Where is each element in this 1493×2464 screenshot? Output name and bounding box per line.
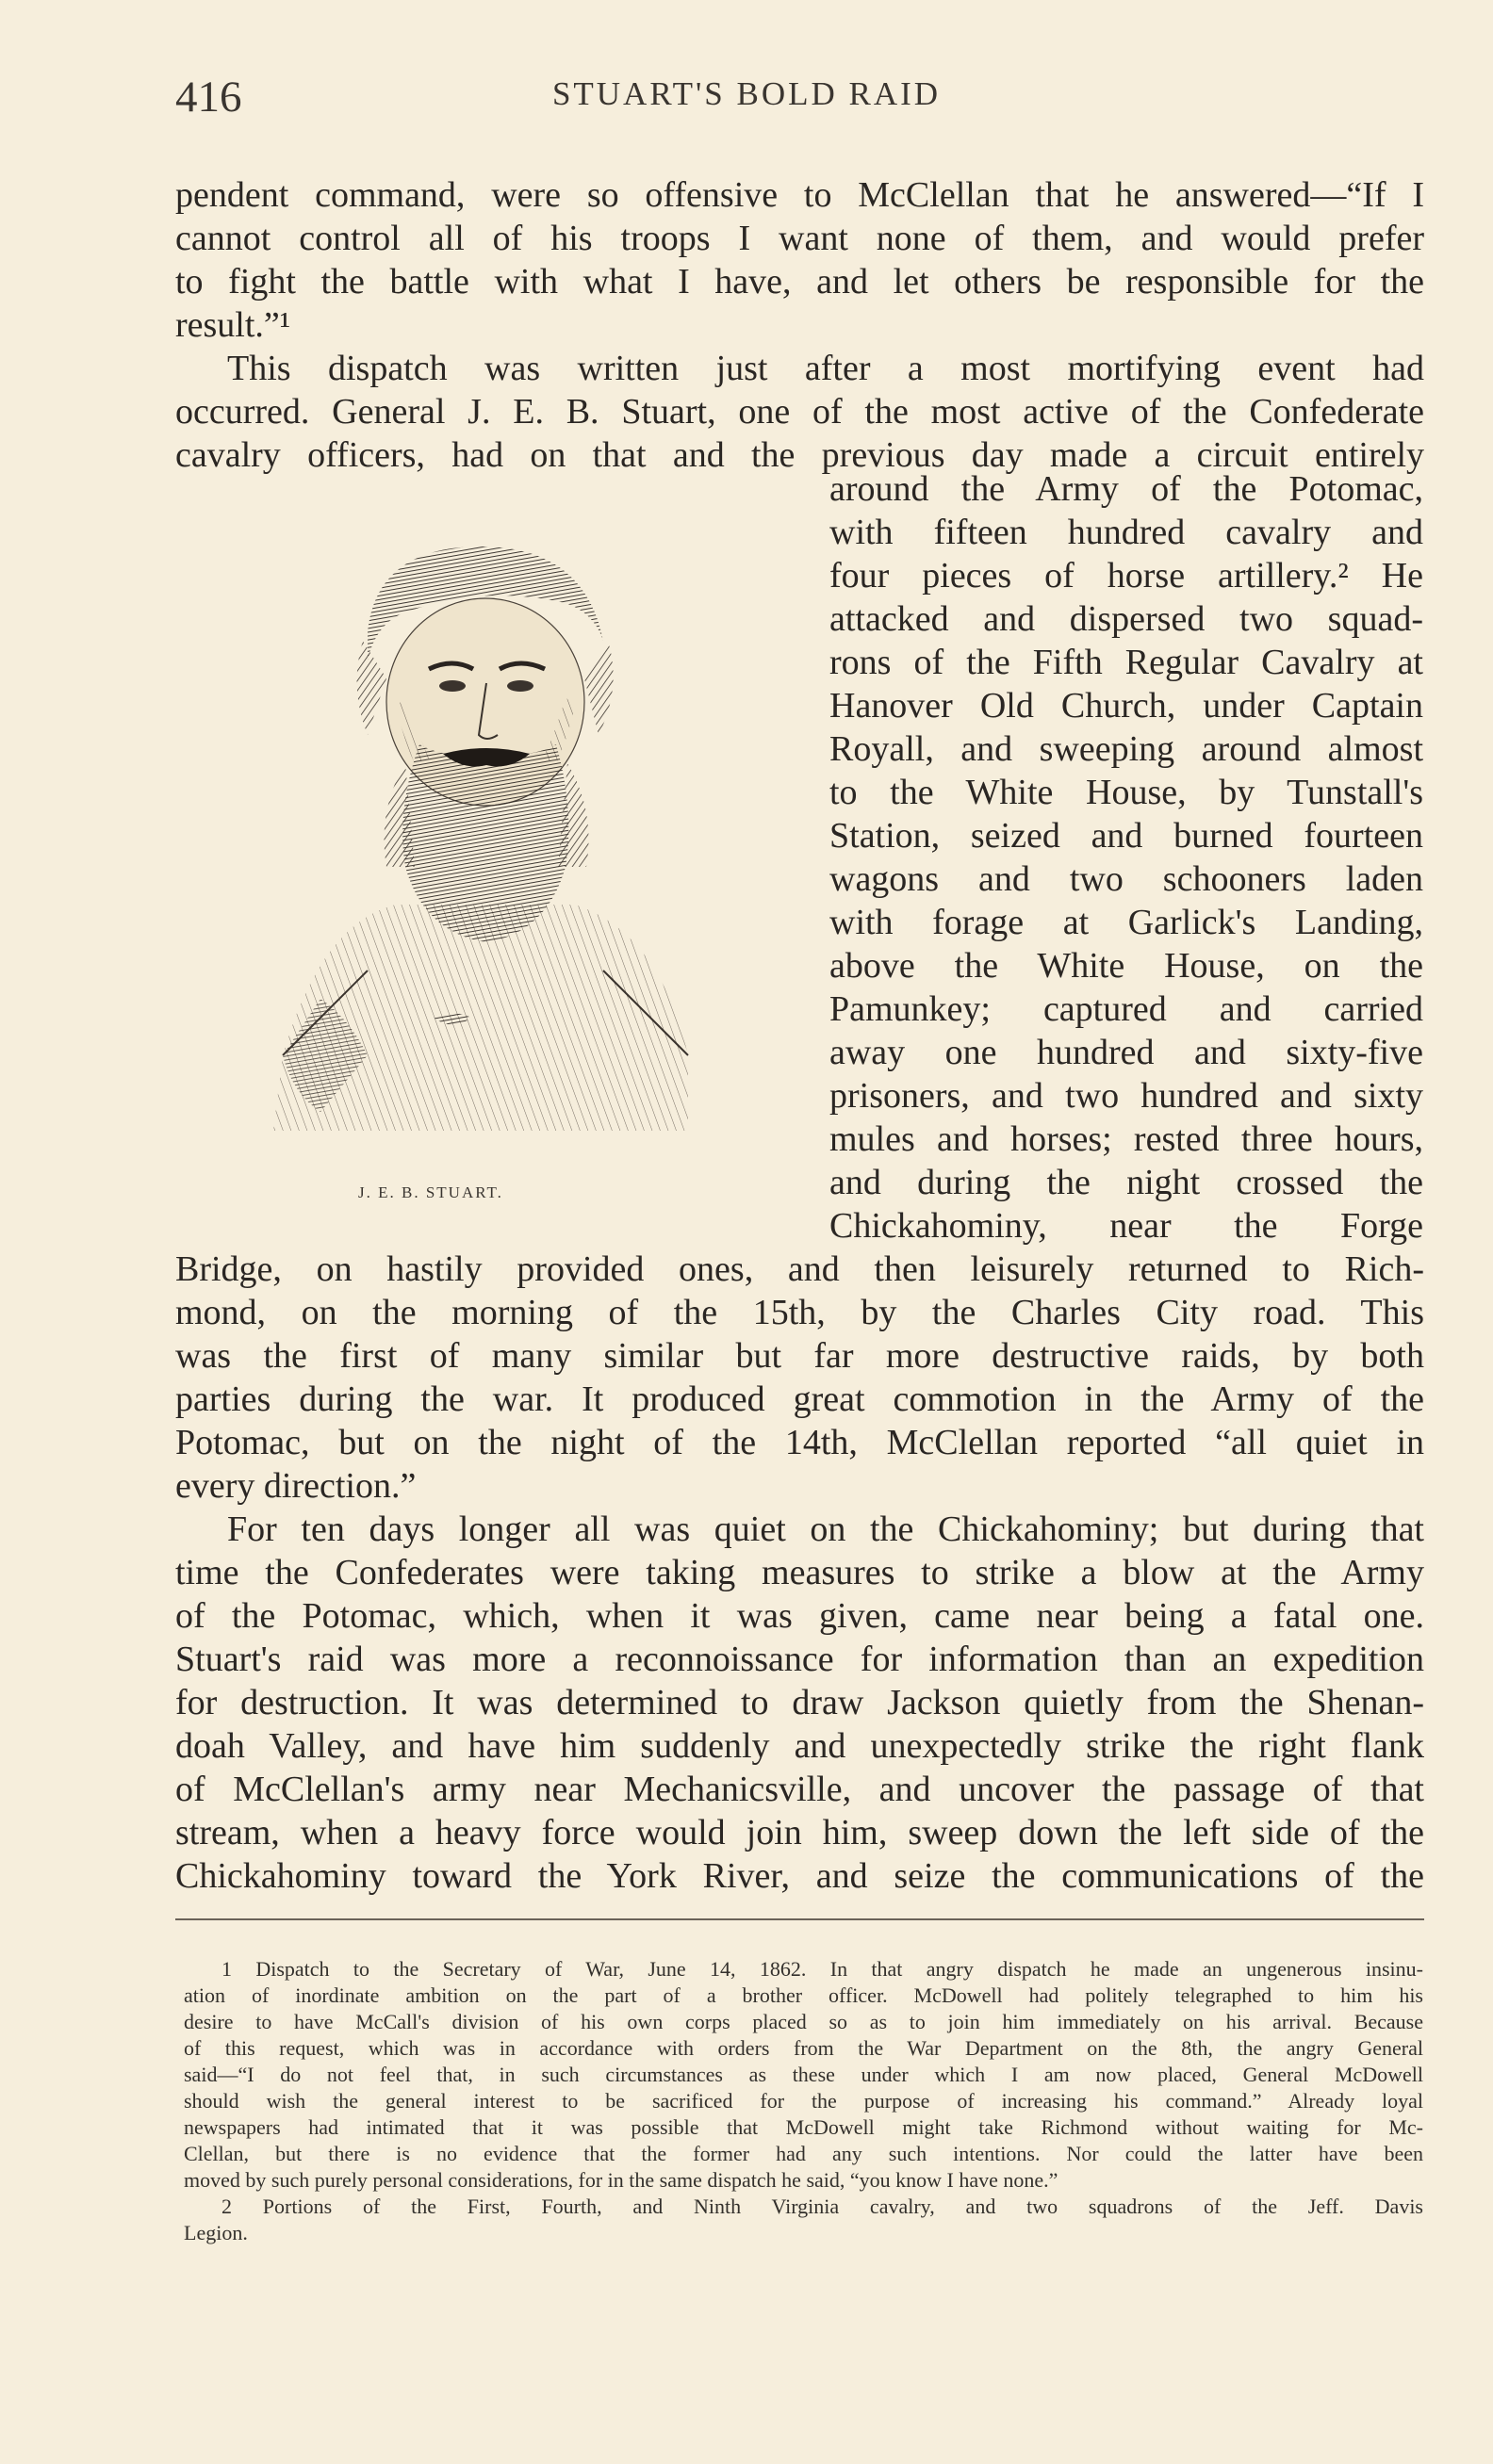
footnote-line: should wish the general interest to be sacrificed for the purpose of increasing his command.” Already loyal — [184, 2089, 1423, 2113]
footnote-line: newspapers had intimated that it was possible that McDowell might take Richmond without waiting for Mc- — [184, 2115, 1423, 2139]
body-line: parties during the war. It produced great commotion in the Army of the — [175, 1379, 1424, 1419]
footnote-line: 1 Dispatch to the Secretary of War, June 14, 1862. In that angry dispatch he made an ungenerous insinu- — [221, 1957, 1423, 1981]
body-line: mond, on the morning of the 15th, by the Charles City road. This — [175, 1293, 1424, 1332]
footnote-line: Clellan, but there is no evidence that the former had any such intentions. Nor could the latter have been — [184, 2142, 1423, 2165]
body-line: Hanover Old Church, under Captain — [829, 686, 1423, 726]
body-line: rons of the Fifth Regular Cavalry at — [829, 643, 1423, 682]
body-line: around the Army of the Potomac, — [829, 469, 1423, 509]
body-line: Chickahominy toward the York River, and seize the communications of the — [175, 1856, 1424, 1896]
body-line: four pieces of horse artillery.² He — [829, 556, 1423, 596]
footnote-line: Legion. — [184, 2221, 248, 2244]
body-line: above the White House, on the — [829, 946, 1423, 986]
body-line: stream, when a heavy force would join him, sweep down the left side of the — [175, 1813, 1424, 1852]
body-line: to the White House, by Tunstall's — [829, 773, 1423, 812]
portrait-engraving — [264, 528, 697, 1131]
body-line: Bridge, on hastily provided ones, and then leisurely returned to Rich- — [175, 1249, 1424, 1289]
body-line: This dispatch was written just after a most mortifying event had — [227, 349, 1424, 388]
body-line: away one hundred and sixty-five — [829, 1033, 1423, 1072]
body-line: wagons and two schooners laden — [829, 859, 1423, 899]
body-line: was the first of many similar but far more destructive raids, by both — [175, 1336, 1424, 1376]
footnote-line: of this request, which was in accordance with orders from the War Department on the 8th, the angry General — [184, 2036, 1423, 2060]
running-head: STUART'S BOLD RAID — [551, 75, 942, 112]
body-line: For ten days longer all was quiet on the Chickahominy; but during that — [227, 1509, 1424, 1549]
body-line: occurred. General J. E. B. Stuart, one of the most active of the Confederate — [175, 392, 1424, 432]
body-line: time the Confederates were taking measures to strike a blow at the Army — [175, 1553, 1424, 1592]
footnote-rule — [175, 1918, 1424, 1920]
footnote-line: desire to have McCall's division of his own corps placed so as to join him immediately on his arrival. Because — [184, 2010, 1423, 2033]
body-line: Chickahominy, near the Forge — [829, 1206, 1423, 1246]
body-line: Potomac, but on the night of the 14th, McClellan reported “all quiet in — [175, 1423, 1424, 1462]
page-number: 416 — [175, 73, 242, 122]
body-line: prisoners, and two hundred and sixty — [829, 1076, 1423, 1116]
body-line: of the Potomac, which, when it was given, came near being a fatal one. — [175, 1596, 1424, 1636]
body-line: of McClellan's army near Mechanicsville, and uncover the passage of that — [175, 1770, 1424, 1809]
body-line: Stuart's raid was more a reconnoissance for information than an expedition — [175, 1640, 1424, 1679]
body-line: cannot control all of his troops I want none of them, and would prefer — [175, 219, 1424, 258]
body-line: result.”¹ — [175, 305, 291, 345]
body-line: to fight the battle with what I have, and let others be responsible for the — [175, 262, 1424, 302]
body-line: Station, seized and burned fourteen — [829, 816, 1423, 856]
body-line: attacked and dispersed two squad- — [829, 599, 1423, 639]
footnote-line: said—“I do not feel that, in such circumstances as these under which I am now placed, General McDowell — [184, 2063, 1423, 2086]
body-line: cavalry officers, had on that and the previous day made a circuit entirely — [175, 435, 1424, 475]
body-line: with fifteen hundred cavalry and — [829, 513, 1423, 552]
footnote-line: 2 Portions of the First, Fourth, and Ninth Virginia cavalry, and two squadrons of the Jeff. Davis — [221, 2195, 1423, 2218]
body-line: Royall, and sweeping around almost — [829, 729, 1423, 769]
body-line: mules and horses; rested three hours, — [829, 1119, 1423, 1159]
body-line: with forage at Garlick's Landing, — [829, 903, 1423, 942]
body-line: and during the night crossed the — [829, 1163, 1423, 1202]
body-line: pendent command, were so offensive to McClellan that he answered—“If I — [175, 175, 1424, 215]
portrait-caption: J. E. B. STUART. — [358, 1183, 503, 1201]
body-line: Pamunkey; captured and carried — [829, 989, 1423, 1029]
body-line: for destruction. It was determined to draw Jackson quietly from the Shenan- — [175, 1683, 1424, 1722]
body-line: every direction.” — [175, 1466, 417, 1506]
footnote-line: ation of inordinate ambition on the part of a brother officer. McDowell had politely telegraphed to him his — [184, 1983, 1423, 2007]
body-line: doah Valley, and have him suddenly and unexpectedly strike the right flank — [175, 1726, 1424, 1766]
footnote-line: moved by such purely personal considerations, for in the same dispatch he said, “you know I have none.” — [184, 2168, 1058, 2192]
